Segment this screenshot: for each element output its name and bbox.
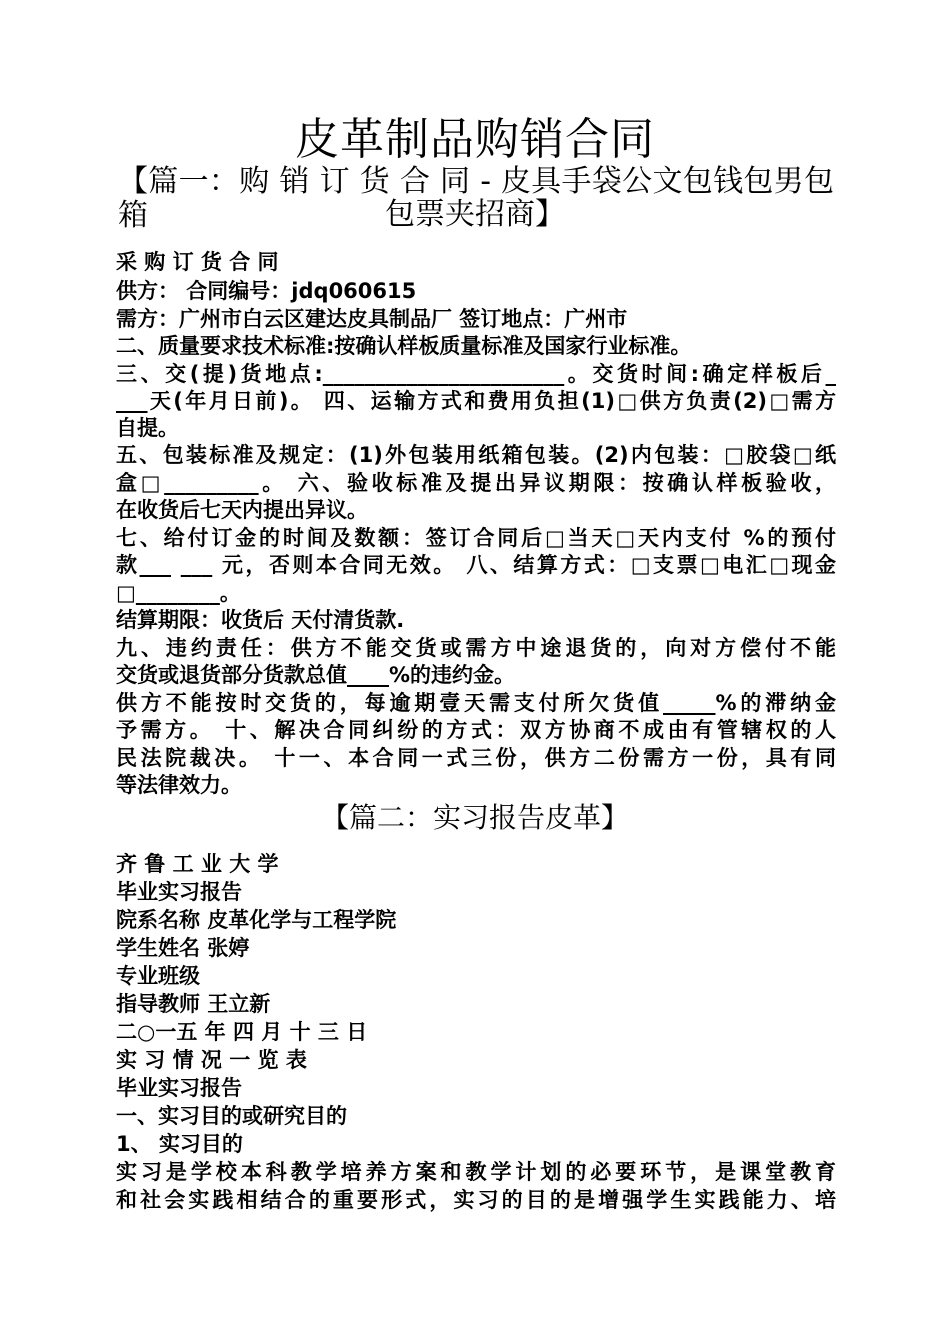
report-line: 齐 鲁 工 业 大 学	[116, 852, 279, 876]
contract-line: □________。	[116, 581, 241, 605]
report-line: 二○一五 年 四 月 十 三 日	[116, 1020, 368, 1044]
contract-line: 交货或退货部分货款总值____%的违约金。	[116, 663, 516, 687]
report-line: 学生姓名 张婷	[116, 936, 250, 960]
contract-line: ___天(年月日前)。 四、运输方式和费用负担(1)□供方负责(2)□需方	[116, 389, 836, 413]
report-line: 毕业实习报告	[116, 1076, 242, 1100]
contract-line: 民法院裁决。 十一、本合同一式三份，供方二份需方一份，具有同	[116, 746, 836, 770]
contract-line: 自提。	[116, 416, 179, 440]
contract-line: 款___ ___ 元，否则本合同无效。 八、结算方式：□支票□电汇□现金	[116, 553, 836, 577]
contract-line: 五、包装标准及规定：(1)外包装用纸箱包装。(2)内包装：□胶袋□纸	[116, 443, 836, 467]
document-title: 皮革制品购销合同	[295, 114, 655, 165]
contract-line: 采 购 订 货 合 同	[116, 250, 279, 274]
part1-heading-line2: 包票夹招商】	[385, 197, 565, 232]
report-line: 实 习 情 况 一 览 表	[116, 1048, 307, 1072]
part2-heading: 【篇二：实习报告皮革】	[320, 801, 629, 834]
contract-line: 九、违约责任：供方不能交货或需方中途退货的，向对方偿付不能	[116, 636, 836, 660]
report-line: 和社会实践相结合的重要形式，实习的目的是增强学生实践能力、培	[116, 1188, 836, 1212]
report-line: 实习是学校本科教学培养方案和教学计划的必要环节，是课堂教育	[116, 1160, 836, 1184]
contract-line: 在收货后七天内提出异议。	[116, 498, 368, 522]
report-line: 指导教师 王立新	[116, 992, 271, 1016]
contract-line: 予需方。 十、解决合同纠纷的方式：双方协商不成由有管辖权的人	[116, 718, 836, 742]
contract-line: 七、给付订金的时间及数额：签订合同后□当天□天内支付 %的预付	[116, 526, 836, 550]
contract-line: 需方：广州市白云区建达皮具制品厂 签订地点：广州市	[116, 307, 628, 331]
contract-line: 等法律效力。	[116, 773, 242, 797]
report-line: 一、实习目的或研究目的	[116, 1104, 347, 1128]
report-line: 院系名称 皮革化学与工程学院	[116, 908, 397, 932]
contract-line: 三、交(提)货地点:_______________________。交货时间:确定样板后_	[116, 362, 836, 386]
report-line: 专业班级	[116, 964, 200, 988]
part1-heading-line1: 【篇一：购 销 订 货 合 同 - 皮具手袋公文包钱包男包箱	[118, 164, 834, 233]
contract-line: 二、质量要求技术标准:按确认样板质量标准及国家行业标准。	[116, 334, 692, 358]
contract-line: 供方不能按时交货的，每逾期壹天需支付所欠货值_____%的滞纳金	[116, 691, 836, 715]
contract-line: 盒□_________。 六、验收标准及提出异议期限：按确认样板验收，	[116, 471, 836, 495]
contract-line: 结算期限：收货后 天付清货款.	[116, 608, 405, 632]
report-line: 毕业实习报告	[116, 880, 242, 904]
contract-line: 供方： 合同编号：jdq060615	[116, 279, 417, 303]
report-line: 1、 实习目的	[116, 1132, 243, 1156]
